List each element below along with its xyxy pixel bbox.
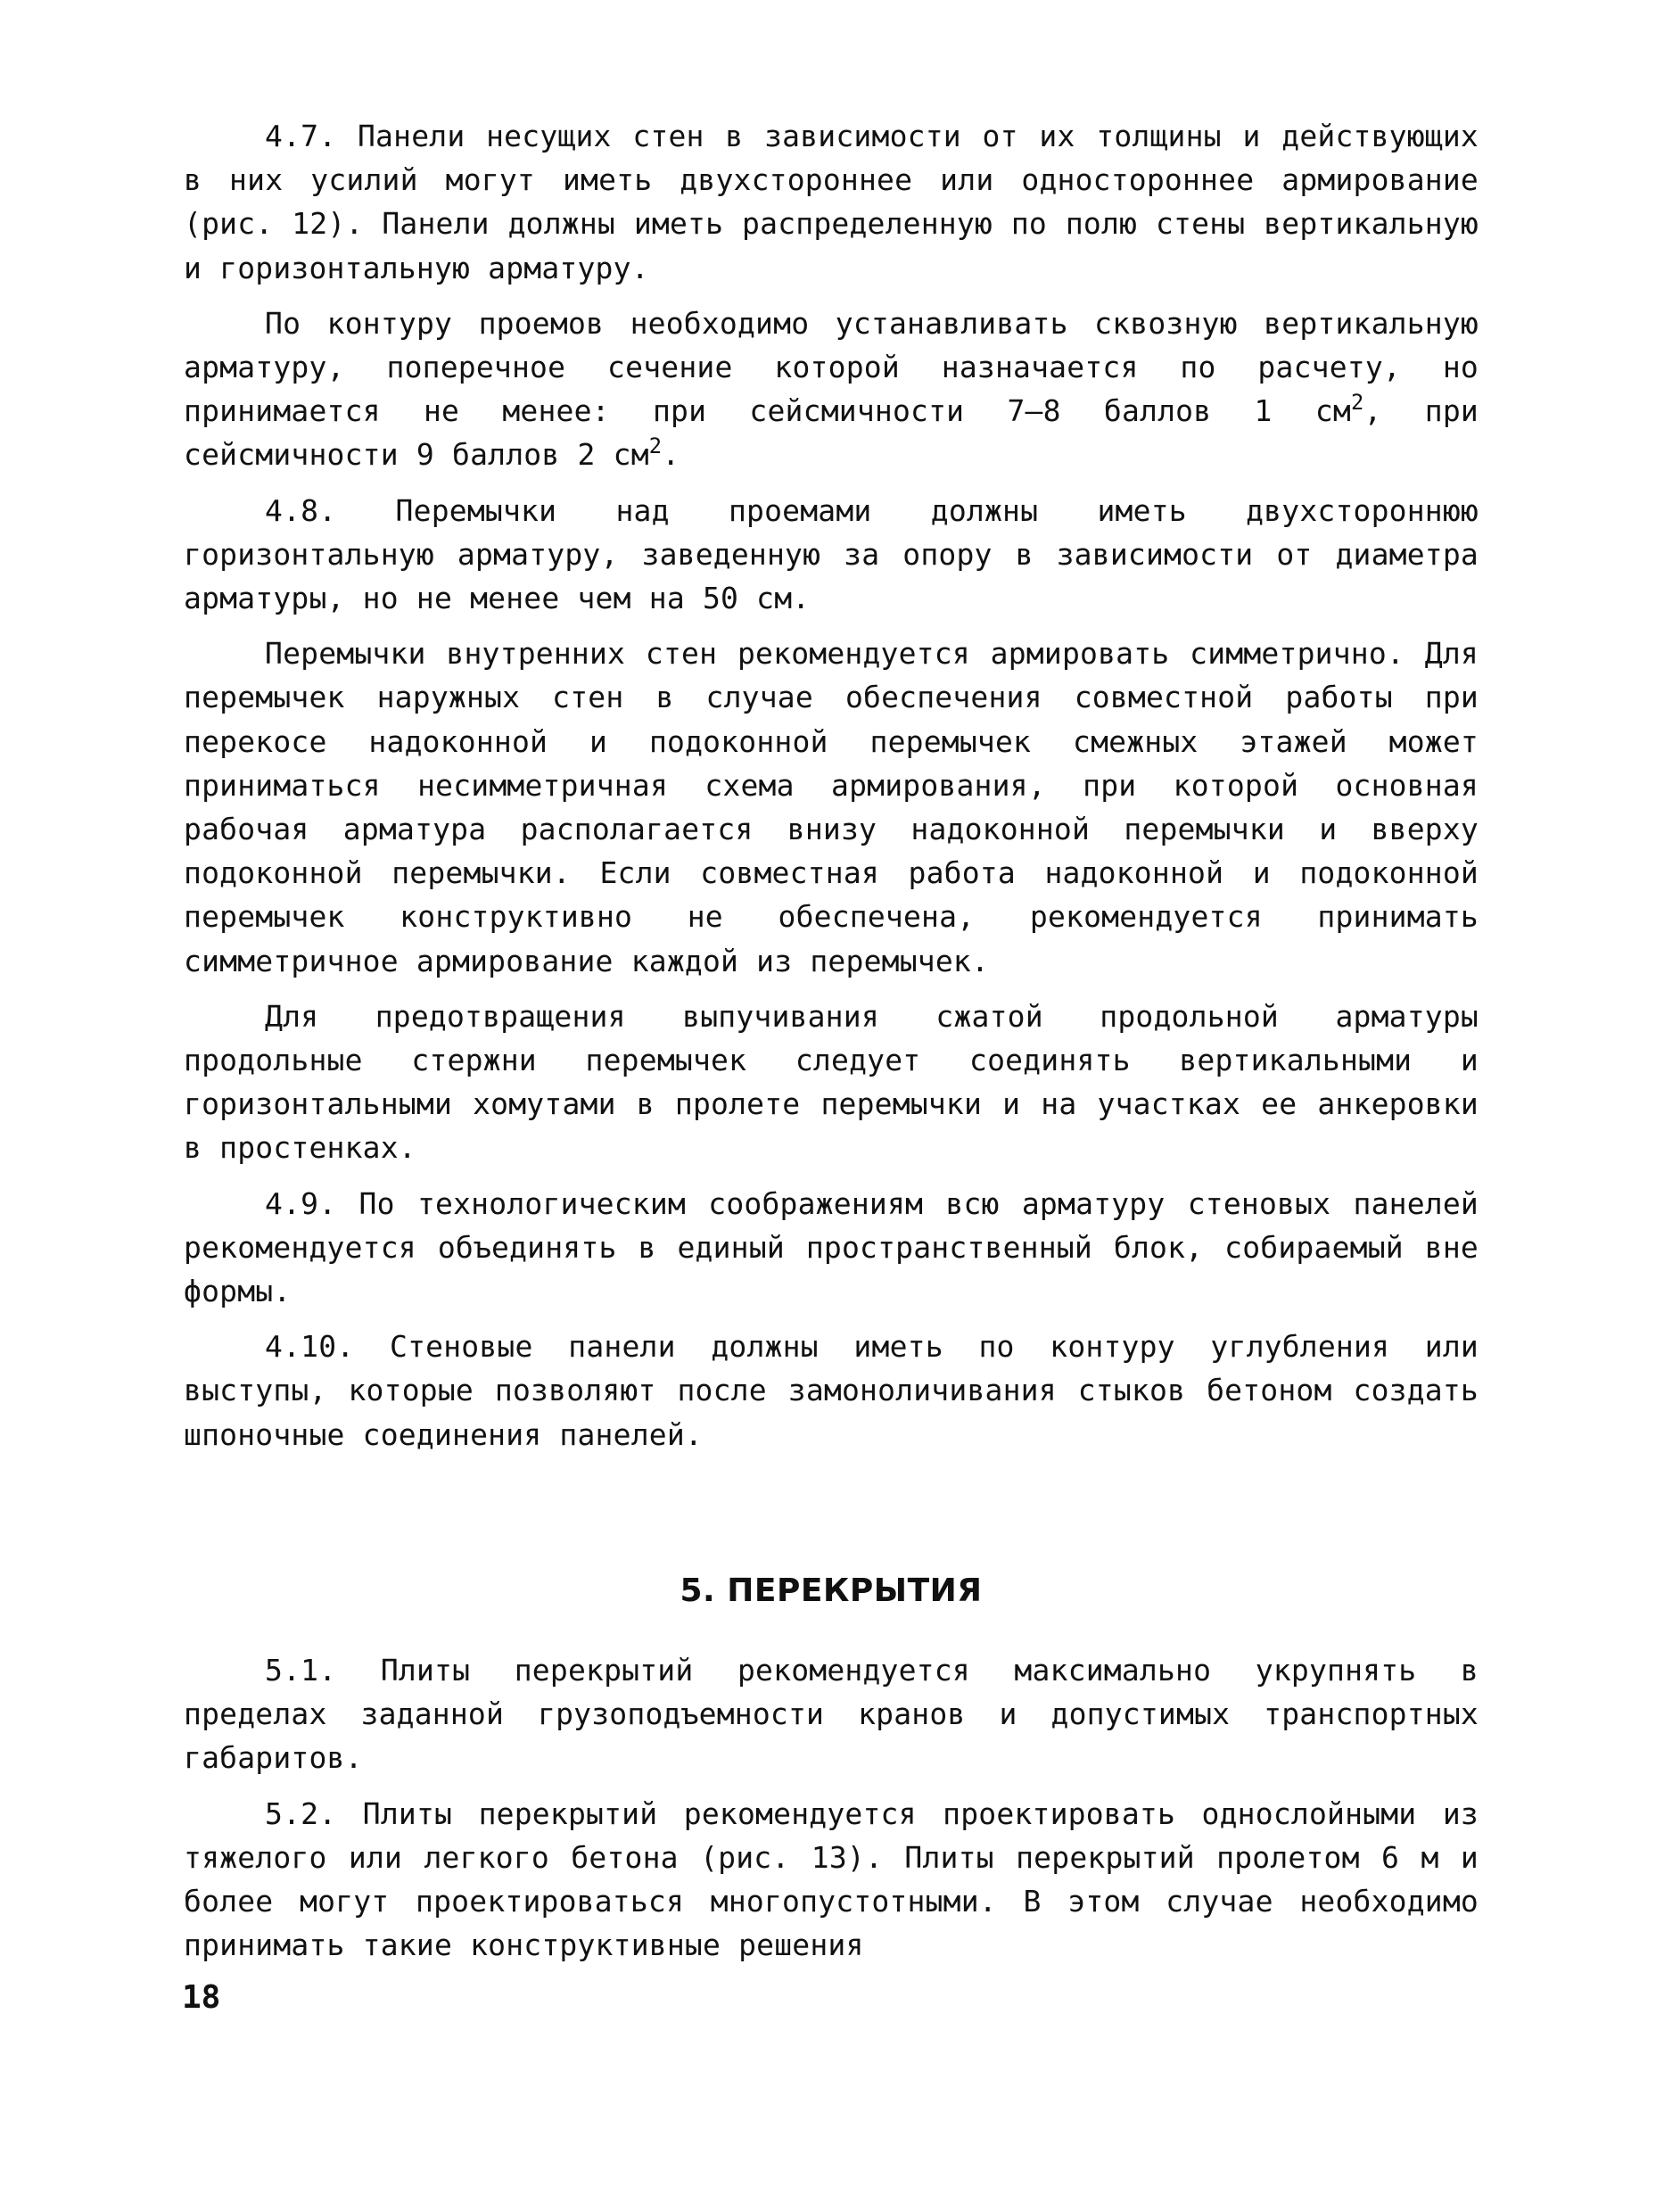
paragraph-4-9: 4.9. По технологическим соображениям всю арматуру стеновых панелей рекомендуется объединять в единый пространственный блок, собираемый вне формы. xyxy=(184,1185,1479,1309)
openings-text-part2: , при сейсмичности 9 баллов 2 см xyxy=(184,393,1479,473)
paragraph-4-8: 4.8. Перемычки над проемами должны иметь двухстороннюю горизонтальную арматуру, заведенную за опору в зависимости от диаметра арматуры, но не менее чем на 50 см. xyxy=(184,492,1479,616)
openings-text-part3: . xyxy=(662,437,680,473)
paragraph-5-1: 5.1. Плиты перекрытий рекомендуется максимально укрупнять в пределах заданной грузоподъемности кранов и допустимых транспортных габаритов. xyxy=(184,1653,1479,1776)
paragraph-openings-reinforcement xyxy=(184,301,1479,477)
section-5-body xyxy=(184,1648,1479,1967)
page-number: 18 xyxy=(182,1979,221,2016)
paragraph-buckling: Для предотвращения выпучивания сжатой продольной арматуры продольные стержни перемычек следует соединять вертикальными и горизонтальными хомутами в пролете перемычки и на участках ее анкеровки в простенках. xyxy=(184,998,1479,1166)
page-body xyxy=(184,114,1479,1963)
paragraph-4-7: 4.7. Панели несущих стен в зависимости от их толщины и действующих в них усилий могут иметь двухстороннее или одностороннее армирование (рис. 12). Панели должны иметь распределенную по полю стены вертикальную и горизонтальную арматуру. xyxy=(184,119,1479,285)
paragraph-inner-lintels: Перемычки внутренних стен рекомендуется армировать симметрично. Для перемычек наружных стен в случае обеспечения совместной работы при перекосе надоконной и подоконной перемычек смежных этажей может приниматься несимметричная схема армирования, при которой основная рабочая арматура располагается внизу надоконной перемычки и вверху подоконной перемычки. Если совместная работа надоконной и подоконной перемычек конструктивно не обеспечена, рекомендуется принимать симметричное армирование каждой из перемычек. xyxy=(184,636,1479,978)
paragraph-5-2: 5.2. Плиты перекрытий рекомендуется проектировать однослойными из тяжелого или легкого бетона (рис. 13). Плиты перекрытий пролетом 6 м и более могут проектироваться многопустотными. В этом случае необходимо принимать такие конструктивные решения xyxy=(184,1795,1479,1963)
openings-superscript-2: 2 xyxy=(648,433,663,459)
openings-superscript-1: 2 xyxy=(1351,390,1364,416)
openings-text-part1: По контуру проемов необходимо устанавливать сквозную вертикальную арматуру, поперечное сечение которой назначается по расчету, но принимается не менее: при сейсмичности 7–8 баллов 1 см xyxy=(184,305,1479,429)
section-heading-floors: 5. ПЕРЕКРЫТИЯ xyxy=(680,1572,983,1609)
paragraph-4-10: 4.10. Стеновые панели должны иметь по контуру углубления или выступы, которые позволяют после замоноличивания стыков бетоном создать шпоночные соединения панелей. xyxy=(184,1329,1479,1452)
